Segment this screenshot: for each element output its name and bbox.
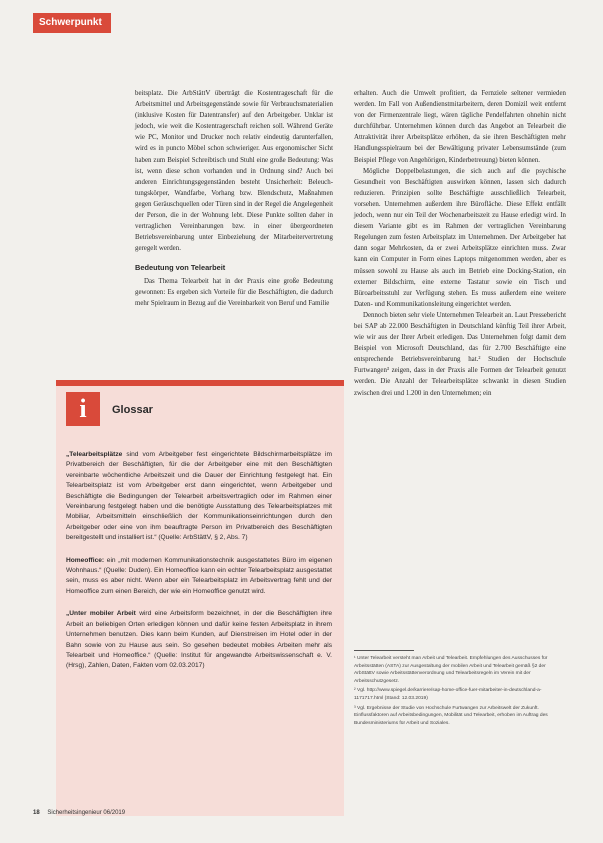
glossary-entry — [66, 556, 332, 598]
glossary-definition: wird eine Arbeitsform bezeichnet, in der die Beschäftigten ihre Arbeit an beliebigen Orten erledigen können und dafür keine festen Arbeitsplatz in ihrem Unternehmen benutzen. Dies kann beim Kunden, auf Dienstreisen im Hotel oder in der Bahn sowie von zu Hause aus sein. So gesehen bedeutet mobiles Arbeiten mehr als Telearbeit und Homeoffice.“ (Quelle: Institut für angewandte Arbeitswissenschaft e. V. (Hrsg), Zahlen, Daten, Fakten vom 02.03.2017) — [66, 610, 332, 670]
glossary-definition: sind vom Arbeitgeber fest eingerichtete Bildschirmarbeitsplätze im Privatbereich der Beschäftigten, für die der Arbeitgeber eine mit den Beschäftigten vereinbarte wöchentliche Arbeitszeit und die Dauer der Einrichtung festgelegt hat. Ein Telearbeitsplatz ist vom Arbeitgeber erst dann eingerichtet, wenn Arbeitgeber und Beschäftigte die Bedingungen der Telearbeit arbeitsvertraglich oder im Rahmen einer Vereinbarung festgelegt haben und die benötigte Ausstattung des Telearbeitsplatzes mit Mobiliar, Arbeitsmitteln einschließlich der Kommunikationseinrichtungen durch den Arbeitgeber oder eine von ihm beauftragte Person im Privatbereich des Beschäftigten bereitgestellt und installiert ist.“ (Quelle: ArbStättV, § 2, Abs. 7) — [66, 451, 332, 542]
glossary-definition: ein „mit modernen Kommunikationstechnik ausgestattetes Büro im eigenen Wohnhaus.“ (Quelle: Duden). Ein Homeoffice kann ein echter Telearbeitsplatz ausgestattet sein, muss es aber nicht. Wenn aber ein Telearbeitsplatz im Arbeitsvertrag fehlt und der Homeoffice zum einen Bereich, der wie ein Homeoffice genutzt wird. — [66, 556, 332, 595]
glossary-entry — [66, 609, 332, 671]
right-column — [354, 88, 566, 399]
glossary-box — [56, 380, 344, 816]
glossary-entry — [66, 450, 332, 544]
footnote: ³ Vgl. Ergebnisse der Studie von Hochschule Furtwangen zur Arbeitswelt der Zukunft. Einflussfaktoren auf Arbeitsbedingungen, Mobilität und Telearbeit, erhoben im Auftrag des Bundesministeriums für Arbeit und Soziales. — [354, 705, 548, 726]
glossary-top-bar — [56, 380, 344, 386]
footnote-rule — [354, 650, 414, 651]
glossary-term: „Unter mobiler Arbeit — [66, 610, 136, 618]
info-icon: i — [66, 392, 100, 426]
body-paragraph: Dennoch bieten sehr viele Unternehmen Telearbeit an. Laut Pressebericht bei SAP ab 22.000 Beschäftigten in Deutschland künftig Teil ihrer Arbeit, wie wir aus der Ihrer Arbeit erledigen. Das Unternehmen folgt damit dem Beispiel von Microsoft Deutschland, das für 2.700 Beschäftigte eine entsprechende Betriebsvereinbarung hat.² Studien der Hochschule Furtwangen³ zeigen, dass in der Praxis alle Formen der Telearbeit genutzt werden. Die Anzahl der Telearbeitsplätze schwankt in diesen Studien zwischen drei und 1.200 in den Unternehmen; ein — [354, 311, 566, 397]
page-footer — [33, 810, 125, 816]
section-label: Schwerpunkt — [33, 13, 111, 33]
footnote: ² Vgl. http://www.spiegel.de/karriere/sap-home-office-fuer-mitarbeiter-in-deutschland-a-1171717.html (Stand: 12.03.2019) — [354, 688, 542, 701]
footnotes — [354, 650, 566, 729]
glossary-term: Homeoffice: — [66, 556, 105, 564]
glossary-body — [66, 450, 332, 684]
glossary-title: Glossar — [112, 404, 153, 416]
body-paragraph: Mögliche Doppelbelastungen, die sich auch auf die psychische Gesundheit von Beschäftigten auswirken können, lassen sich dadurch reduzieren. Prinzipien sollte Beschäftigte ausschließlich Telearbeit, vorsehen. Unternehmen außerdem ihre Bürofläche. Diese Effekt entfällt jedoch, wenn nur ein Teil der Wochenarbeitszeit zu Hause erledigt wird. In diesem Variante gibt es im Rahmen der vertraglichen Vereinbarung Regelungen zum festen Arbeitsplatz im Unternehmen. Der Arbeitgeber hat dann sogar Mehrkosten, da er zwei Arbeitsplätze einrichten muss. Zwar kann ein Computer in Form eines Laptops mitgenommen werden, aber es müssen sowohl zu Hause als auch im Betrieb eine Docking-Station, ein externer Bildschirm, eine externe Tastatur sowie ein Tisch und Büroarbeitsstuhl zur Verfügung stehen. Es muss außerdem eine weitere Daten- und Kommunikationsleitung eingerichtet werden. — [354, 167, 566, 308]
body-paragraph: erhalten. Auch die Umwelt profitiert, da Fernziele seltener vermieden werden. Im Fall von Außendienstmitarbeitern, deren Domizil weit entfernt von der Firmenzentrale liegt, wären tägliche Pendelfahrten ohnehin nicht durchführbar. Unternehmen können durch das Angebot an Telearbeit die Attraktivität ihrer Arbeitsplätze erhöhen, da sie ihren Beschäftigten mehr Handlungsspielraum bei der Bewältigung privater Lebensumstände (zum Beispiel Pflege von Angehörigen, Kinderbetreuung) bieten können. — [354, 90, 566, 164]
publication-name: Sicherheitsingenieur 06/2019 — [47, 810, 126, 816]
body-paragraph: Das Thema Telearbeit hat in der Praxis eine große Bedeutung gewonnen: Es ergeben sich Vorteile für die Beschäftigten, die dadurch mehr Spielraum in Bezug auf die Vereinbarkeit von Beruf und Familie — [135, 277, 333, 307]
glossary-term: „Telearbeitsplätze — [66, 451, 123, 458]
page-number: 18 — [33, 810, 40, 816]
footnote: ¹ Unter Telearbeit versteht man Arbeit und Telearbeit. Empfehlungen des Ausschusses für Arbeitsstätten (ASTA) zur Ausgestaltung der mobilen Arbeit und Telearbeit gemäß §2 der ArbStättV sowie Arbeitsstättenverordnung und Telearbeitsregeln im Verein mit der Arbeitsschutzgesetz. — [354, 656, 548, 684]
body-paragraph: beitsplatz. Die ArbStättV überträgt die Kostentrageschaft für die Arbeitsmittel und Arbeitsgegenstände sowie für Verbrauchsmaterialien (inklusive Kosten für Datentransfer) auf den Arbeitgeber. Unklar ist jedoch, wie weit die Kostentragerschaft reichen soll. Während Geräte wie PC, Monitor und Drucker noch relativ eindeutig darunterfallen, wird es in puncto Möbel schon schwieriger. Aus ergonomischer Sicht haben zum Beispiel Schreibtisch und Stuhl eine große Bedeutung: Was ist, wenn diese schon vorhanden und in Ordnung sind? Auch bei anderen Einrichtungsgegenständen besteht Unsicherheit: Beleuchtungskörper, Wandfarbe, Vorhang bzw. Blendschutz, Maßnahmen gegen Geräuschquellen oder Türen sind in der Regel die Angelegenheit der Person, die in der Wohnung lebt. Diese Punkte sollten daher in vertraglichen Vereinbarungen bzw. in einer übergeordneten Betriebsvereinbarung unter Einbeziehung der Mitarbeitervertretung geregelt werden. — [135, 90, 333, 253]
left-column — [135, 88, 333, 309]
section-heading: Bedeutung von Telearbeit — [135, 263, 226, 273]
